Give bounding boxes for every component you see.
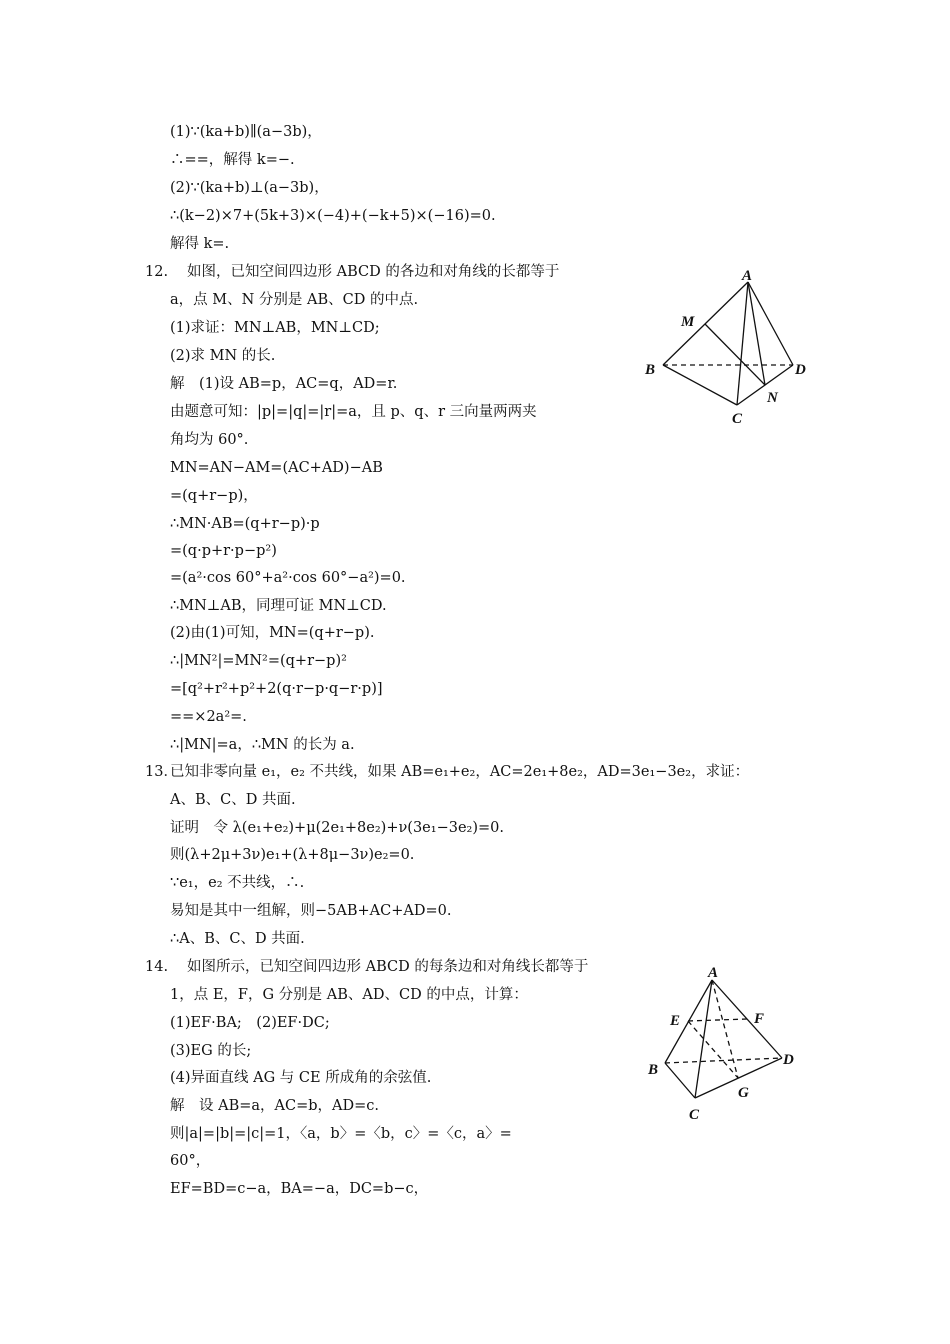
text-line: (2)求 MN 的长.	[170, 348, 276, 364]
text-line: (1)求证：MN⊥AB，MN⊥CD;	[170, 320, 380, 336]
text-line: (1)EF·BA; (2)EF·DC;	[170, 1015, 330, 1031]
text-line: ∴(k−2)×7+(5k+3)×(−4)+(−k+5)×(−16)=0.	[170, 208, 496, 224]
tetrahedron-figure-efg	[640, 958, 815, 1133]
text-line: =[q²+r²+p²+2(q·r−p·q−r·p)]	[170, 681, 383, 697]
text-line: ∴|MN²|=MN²=(q+r−p)²	[170, 653, 347, 669]
text-line: ∵e₁，e₂ 不共线，∴.	[170, 875, 305, 891]
vertex-label-D: D	[795, 362, 806, 378]
text-line: 由题意可知：|p|=|q|=|r|=a，且 p、q、r 三向量两两夹	[170, 404, 537, 420]
text-line: A、B、C、D 共面.	[170, 792, 296, 808]
vertex-label-C: C	[689, 1107, 700, 1123]
text-line: ∴==，解得 k=−.	[170, 152, 295, 168]
vertex-label-M: M	[681, 314, 695, 330]
vertex-label-A: A	[742, 268, 753, 284]
text-line: 易知是其中一组解，则−5AB+AC+AD=0.	[170, 903, 452, 919]
vertex-label-D: D	[783, 1052, 794, 1068]
text-line: =(q·p+r·p−p²)	[170, 543, 277, 559]
text-line: =(q+r−p)，	[170, 488, 258, 504]
vertex-label-E: E	[670, 1013, 681, 1029]
vertex-label-F: F	[754, 1011, 765, 1027]
text-line: (2)∵(ka+b)⊥(a−3b)，	[170, 180, 329, 196]
text-line: 1，点 E，F，G 分别是 AB、AD、CD 的中点，计算：	[170, 987, 528, 1003]
text-line: (1)∵(ka+b)∥(a−3b)，	[170, 124, 322, 140]
text-line: =(a²·cos 60°+a²·cos 60°−a²)=0.	[170, 570, 406, 586]
vertex-label-A: A	[708, 965, 719, 981]
problem-number-12: 12.	[145, 264, 169, 280]
problem-number-14: 14.	[145, 959, 169, 975]
text-line: 解得 k=.	[170, 236, 230, 252]
text-line: 如图，已知空间四边形 ABCD 的各边和对角线的长都等于	[187, 264, 560, 280]
text-line: 角均为 60°.	[170, 432, 249, 448]
text-line: a，点 M、N 分别是 AB、CD 的中点.	[170, 292, 419, 308]
vertex-label-G: G	[738, 1085, 749, 1101]
text-line: ∴MN⊥AB，同理可证 MN⊥CD.	[170, 598, 387, 614]
text-line: MN=AN−AM=(AC+AD)−AB	[170, 460, 383, 476]
text-line: 解 (1)设 AB=p，AC=q，AD=r.	[170, 376, 398, 392]
text-line: (2)由(1)可知，MN=(q+r−p).	[170, 625, 375, 641]
vertex-label-B: B	[645, 362, 656, 378]
text-line: 如图所示，已知空间四边形 ABCD 的每条边和对角线长都等于	[187, 959, 589, 975]
problem-number-13: 13．	[145, 764, 178, 780]
text-line: (3)EG 的长;	[170, 1043, 252, 1059]
vertex-label-N: N	[767, 390, 778, 406]
text-line: ∴MN·AB=(q+r−p)·p	[170, 516, 320, 532]
text-line: ∴A、B、C、D 共面.	[170, 931, 305, 947]
vertex-label-C: C	[732, 411, 743, 427]
vertex-label-B: B	[648, 1062, 659, 1078]
text-line: 60°，	[170, 1153, 211, 1169]
text-line: ==×2a²=.	[170, 709, 247, 725]
text-line: 解 设 AB=a，AC=b，AD=c.	[170, 1098, 380, 1114]
text-line: 则(λ+2μ+3ν)e₁+(λ+8μ−3ν)e₂=0.	[170, 847, 415, 863]
text-line: ∴|MN|=a，∴MN 的长为 a.	[170, 737, 355, 753]
tetrahedron-figure-mn	[635, 262, 820, 432]
text-line: 则|a|=|b|=|c|=1，〈a，b〉=〈b，c〉=〈c，a〉=	[170, 1126, 512, 1142]
text-line: 已知非零向量 e₁，e₂ 不共线，如果 AB=e₁+e₂，AC=2e₁+8e₂，AD=3e₁−3e₂，求证：	[170, 764, 750, 780]
text-line: EF=BD=c−a，BA=−a，DC=b−c，	[170, 1181, 429, 1197]
text-line: 证明 令 λ(e₁+e₂)+μ(2e₁+8e₂)+ν(3e₁−3e₂)=0.	[170, 820, 504, 836]
text-line: (4)异面直线 AG 与 CE 所成角的余弦值.	[170, 1070, 432, 1086]
